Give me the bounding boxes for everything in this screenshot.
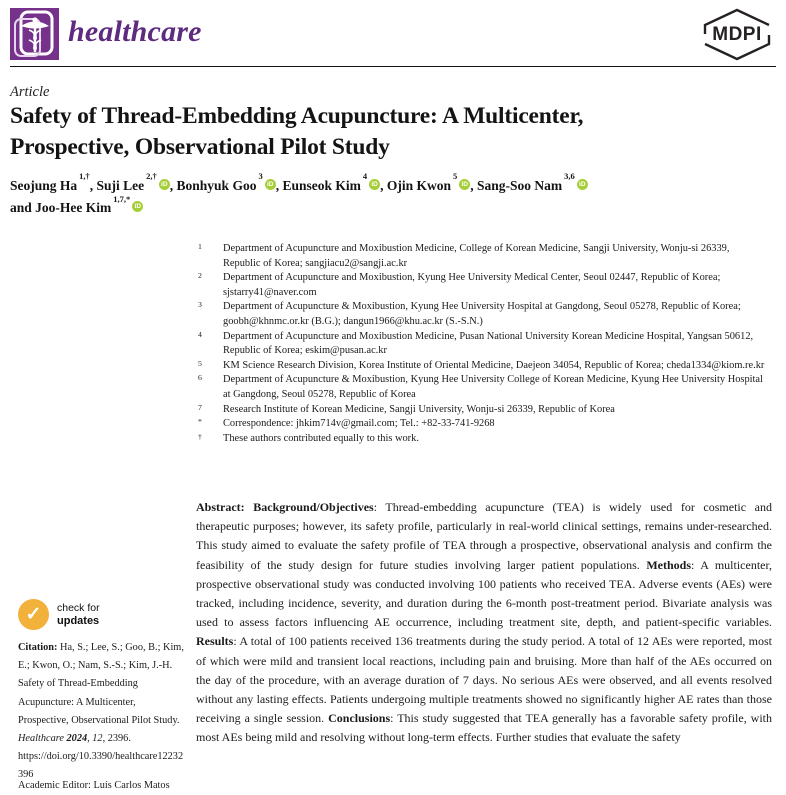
affiliation-text: Correspondence: jhkim714v@gmail.com; Tel.: +82-33-741-9268 [223,418,495,430]
affiliation [196,271,768,300]
abstract-label: Abstract: [196,500,245,514]
affiliation-marker: 5 [198,358,202,368]
mdpi-logo [698,7,776,62]
page-title [10,101,776,163]
academic-editor-name: Luís Carlos Matos [90,780,170,791]
journal-wordmark: healthcare [68,15,202,48]
citation-volume: , 12 [87,733,103,745]
affiliation-text: Department of Acupuncture and Moxibustion, Kyung Hee University Medical Center, Seoul 02447, Republic of Korea; sjstarry41@naver.com [223,272,721,298]
abstract-section-head: Results [196,634,234,649]
abstract-section-text: : Thread-embedding acupuncture (TEA) is widely used for cosmetic and therapeutic purposes; however, its safety profile, particularly in real-world clinical settings, remains under-researched. This study aimed to evaluate the safety profile of TEA through a prospective, observational analysis and confirm the feasibility of the study design for future studies involving larger patient populations. [196,500,772,572]
author-separator: , [380,177,387,193]
affiliation-marker: 2 [198,271,202,281]
badge-line-1: check for [57,602,100,614]
author-affil-sup: 4 [362,171,368,181]
affiliation-marker: 4 [198,329,202,339]
orcid-icon[interactable]: iD [459,179,470,190]
affiliation [196,359,768,374]
correspondence-line [196,417,768,432]
check-for-updates-button[interactable] [18,599,100,630]
author-separator: , [275,177,283,193]
orcid-icon[interactable]: iD [159,179,170,190]
abstract-section-text: : This study suggested that TEA generally has a favorable safety profile, with most AEs being mild and resolving without long-term effects. Further studies that evaluate the safety [196,711,772,745]
author-name: Eunseok Kim [282,177,361,193]
citation-label: Citation: [18,642,58,653]
abstract-section-head: Conclusions [328,711,391,726]
affiliation-marker: 1 [198,242,202,251]
affiliation [196,403,768,418]
equal-contribution-note [196,432,768,447]
citation-body: Ha, S.; Lee, S.; Goo, B.; Kim, E.; Kwon, O.; Nam, S.-S.; Kim, J.-H. Safety of Thread-Embedding Acupuncture: A Multicenter, Prospective, Observational Pilot Study. [18,642,184,726]
affiliation-text: Department of Acupuncture & Moxibustion, Kyung Hee University College of Korean Medicine, Kyung Hee University Hospital at Gangdong, Seoul 05278, Republic of Korea [223,374,763,400]
title-line-2: Prospective, Observational Pilot Study [10,134,390,160]
orcid-icon[interactable]: iD [265,179,276,190]
author [477,171,588,193]
affiliation-text: KM Science Research Division, Korea Institute of Oriental Medicine, Daejeon 34054, Republic of Korea; cheda1334@kiom.re.kr [223,359,765,371]
author-affil-sup: 5 [453,171,458,181]
author [96,171,177,193]
title-line-1: Safety of Thread-Embedding Acupuncture: A Multicenter, [10,103,584,129]
affiliation [196,330,768,359]
author-affil-sup: 1,7,* [113,193,131,204]
abstract-section-head: Methods [646,557,691,572]
orcid-icon[interactable]: iD [577,179,588,190]
doi-link[interactable]: https://doi.org/10.3390/healthcare12232396 [18,751,184,781]
citation-journal: Healthcare [18,733,64,745]
citation-block [18,639,186,785]
abstract-section-head: Background/Objectives [244,500,374,514]
mdpi-wordmark: MDPI [712,24,762,45]
abstract-section-text: : A multicenter, prospective observational study was conducted involving 100 patients who received TEA. Adverse events (AEs) were tracked, including incidence, severity, and duration during the 6-month post-treatment period. Bivariate analysis was used to assess factors influencing AE occurrence, including treatment site, depth, and patient-specific variables. [196,557,772,630]
author [10,193,143,215]
citation-pages: , 2396. [102,733,131,745]
abstract-paragraph [196,498,772,748]
badge-line-2: updates [57,614,100,627]
author-separator: , [169,177,177,193]
abstract-section-text: : A total of 100 patients received 136 treatments during the study period. A total of 12 AEs were reported, most of which were mild and transient local reactions, including pain and bruising. More than half of the AEs occurred on the day of the procedure, with an average duration of 7 days. No serious AEs were observed, and all events resolved without any lasting effects. Patients undergoing multiple treatments showed no significantly higher AE rates than those receiving a single session. [196,634,772,726]
affiliation [196,242,768,271]
caduceus-icon [10,8,59,60]
affiliation [196,300,768,329]
affiliation-text: Department of Acupuncture and Moxibustion Medicine, College of Korean Medicine, Sangji University, Wonju-si 26339, Republic of Korea; sangjiacu2@sangji.ac.kr [223,243,730,269]
author [386,171,477,193]
orcid-icon[interactable]: iD [132,201,143,212]
affiliation-text: Department of Acupuncture and Moxibustion Medicine, Pusan National University Korean Medicine Hospital, Yangsan 50612, Republic of Korea; eskim@pusan.ac.kr [223,330,754,357]
header-rule [10,66,776,67]
author-affil-sup: 3 [258,171,263,181]
author-list [10,172,776,217]
author-name: Seojung Ha [10,177,78,193]
author-name: Bonhyuk Goo [176,177,257,193]
check-for-updates-label [57,602,100,627]
affiliation-text: These authors contributed equally to this work. [223,432,419,444]
author-separator: , [89,177,97,193]
affiliation-text: Department of Acupuncture & Moxibustion, Kyung Hee University Hospital at Gangdong, Seoul 05278, Republic of Korea; goobh@khnmc.or.kr (B.G.); dangun1966@khu.ac.kr (S.-S.N.) [223,301,741,327]
affiliation-text: Research Institute of Korean Medicine, Sangji University, Wonju-si 26339, Republic of Korea [223,403,615,415]
author-affil-sup: 1,† [79,171,90,181]
academic-editor-line [18,777,186,795]
affiliation-marker: * [198,417,202,427]
author-name: Suji Lee [96,177,145,193]
author-name: Joo-Hee Kim [35,200,112,215]
check-icon: ✓ [18,599,49,630]
affiliation-marker: 6 [198,373,202,383]
author [282,171,387,193]
author-prefix: and [10,200,36,215]
citation-year: 2024 [63,733,88,745]
healthcare-logo-icon [10,8,59,60]
affiliation-marker: † [198,431,202,441]
affiliation-marker: 3 [198,300,202,310]
affiliation [196,373,768,402]
orcid-icon[interactable]: iD [369,179,380,190]
author-affil-sup: 3,6 [564,171,575,181]
author [176,171,283,193]
author-name: Sang-Soo Nam [477,177,563,193]
author [10,171,97,193]
author-name: Ojin Kwon [386,177,451,193]
affiliation-marker: 7 [198,402,202,412]
author-affil-sup: 2,† [146,171,157,181]
article-type-label: Article [10,84,50,100]
author-separator: , [470,177,477,193]
affiliation-list [196,242,768,446]
academic-editor-label: Academic Editor: [18,780,91,791]
